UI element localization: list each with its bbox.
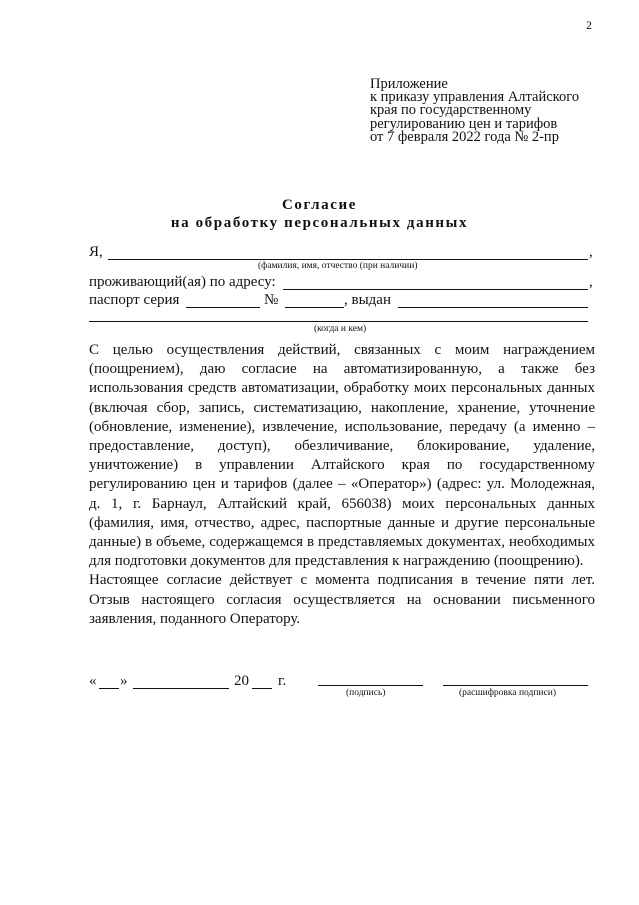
year-suffix: г.: [278, 673, 287, 689]
appendix-block: [370, 78, 579, 144]
signature-caption: (подпись): [346, 688, 386, 698]
full-name-field[interactable]: [108, 259, 588, 260]
address-field[interactable]: [283, 289, 588, 290]
full-name-caption: (фамилия, имя, отчество (при наличии): [258, 261, 418, 271]
passport-number-label: №: [264, 292, 279, 308]
appendix-line: края по государственному: [370, 102, 532, 119]
appendix-line: регулированию цен и тарифов: [370, 115, 558, 132]
signature-decoding-caption: (расшифровка подписи): [459, 688, 556, 698]
appendix-line: к приказу управления Алтайского: [370, 89, 580, 106]
passport-series-label: паспорт серия: [89, 292, 180, 308]
address-label: проживающий(ая) по адресу:: [89, 274, 276, 290]
date-quote-open: «: [89, 673, 97, 689]
signature-field[interactable]: [318, 685, 423, 686]
day-field[interactable]: [99, 688, 119, 689]
issued-caption: (когда и кем): [314, 324, 367, 334]
appendix-line: от 7 февраля 2022 года № 2-пр: [370, 128, 559, 145]
appendix-line: Приложение: [370, 76, 448, 92]
validity-paragraph: Настоящее согласие действует с момента подписания в течение пяти лет. Отзыв настоящего согласия осуществляется на основании письменного заявления, поданного Оператору.: [89, 572, 595, 627]
year-prefix: 20: [234, 673, 249, 689]
issued-by-field[interactable]: [398, 307, 588, 308]
issued-details-field[interactable]: [89, 321, 588, 322]
i-label: Я,: [89, 244, 103, 260]
consent-paragraph: С целью осуществления действий, связанных с моим награждением (поощрением), даю согласие на автоматизированную, а также без использования средств автоматизации, обработку моих персональных данных (включая сбор, запись, систематизацию, накопление, хранение, уточнение (обновление, изменение), извлечение, использование, передачу (а именно – предоставление, доступ), обезличивание, блокирование, удаление, уничтожение) в управлении Алтайского края по государственному регулированию цен и тарифов (далее – «Оператор») (адрес: ул. Молодежная, д. 1, г. Барнаул, Алтайский край, 656038) моих персональных данных (фамилия, имя, отчество, адрес, паспортные данные и другие персональные данные) в объеме, содержащемся в представляемых документах, необходимых для подготовки документов для представления к награждению (поощрению).: [89, 342, 595, 570]
passport-number-field[interactable]: [285, 307, 344, 308]
year-field[interactable]: [252, 688, 272, 689]
page-number: 2: [586, 18, 592, 32]
passport-series-field[interactable]: [186, 307, 260, 308]
address-line-comma: ,: [589, 274, 593, 290]
document-subtitle: на обработку персональных данных: [170, 215, 469, 231]
name-line-comma: ,: [589, 244, 593, 260]
issued-label: , выдан: [344, 292, 391, 308]
consent-body: [89, 341, 595, 629]
month-field[interactable]: [133, 688, 229, 689]
document-title: Согласие: [281, 197, 358, 213]
signature-decoding-field[interactable]: [443, 685, 588, 686]
date-quote-close: »: [120, 673, 128, 689]
